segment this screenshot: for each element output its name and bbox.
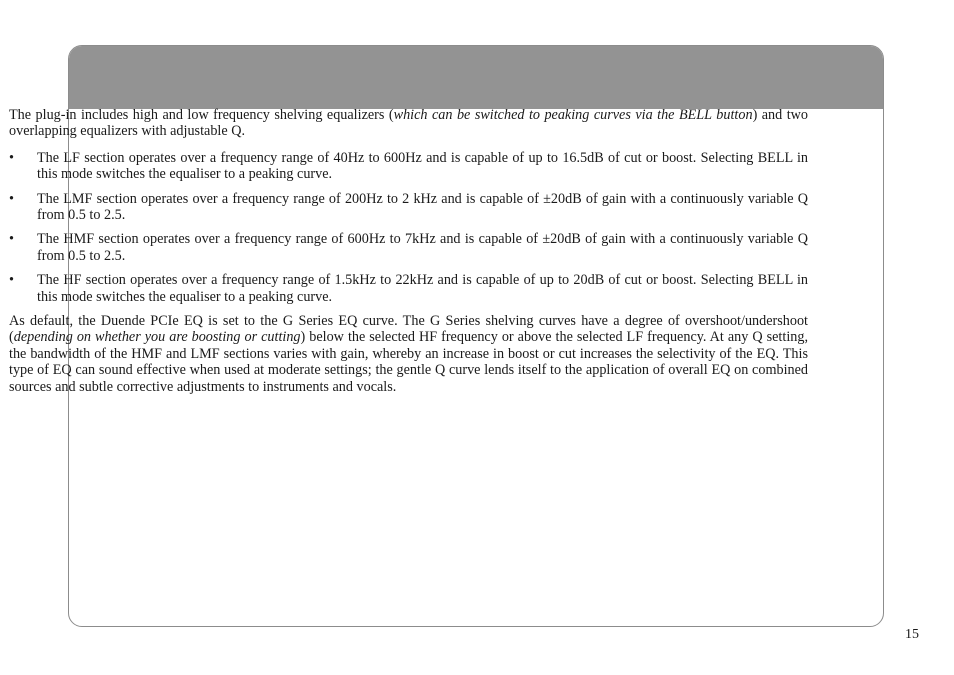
bullet-icon: • — [9, 272, 14, 289]
header-band — [69, 46, 883, 109]
bullet-icon: • — [9, 190, 14, 207]
list-item-text: The HMF section operates over a frequency range of 600Hz to 7kHz and is capable of ±20dB of gain with a continuously variable Q from 0.5 to 2.5. — [37, 231, 808, 264]
intro-italic: which can be switched to peaking curves via the BELL button — [393, 107, 753, 123]
closing-text-1: As default, the Duende PCIe EQ is set to the G Series EQ curve. The G Series shelving curves have a degree of overshoot/undershoot ( — [9, 313, 808, 346]
list-item-hf — [9, 272, 808, 305]
list-item-text: The LMF section operates over a frequency range of 200Hz to 2 kHz and is capable of ±20dB of gain with a continuously variable Q from 0.5 to 2.5. — [37, 190, 808, 224]
page-number: 15 — [905, 627, 919, 642]
intro-paragraph — [9, 107, 808, 140]
bullet-icon: • — [9, 149, 14, 166]
list-item-text: The HF section operates over a frequency range of 1.5kHz to 22kHz and is capable of up to 20dB of cut or boost. Selecting BELL in this mode switches the equaliser to a peaking curve. — [37, 272, 808, 305]
intro-text-2: ) and two overlapping equalizers with adjustable Q. — [9, 107, 809, 140]
list-item-lmf — [9, 191, 808, 224]
bullet-icon: • — [9, 231, 14, 248]
closing-italic: depending on whether you are boosting or cutting — [13, 329, 301, 346]
feature-list — [9, 150, 808, 305]
list-item-lf — [9, 150, 808, 183]
document-body — [9, 107, 808, 395]
closing-text-2: ) below the selected HF frequency or above the selected LF frequency. At any Q setting, the bandwidth of the HMF and LMF sections varies with gain, whereby an increase in boost or cut increases the selectivity of the EQ. This type of EQ can sound effective when used at moderate settings; the gentle Q curve lends itself to the application of overall EQ on combined sources and subtle corrective adjustments to instruments and vocals. — [9, 329, 808, 395]
intro-text-1: The plug-in includes high and low frequency shelving equalizers ( — [9, 107, 394, 123]
closing-paragraph — [9, 313, 808, 395]
list-item-text: The LF section operates over a frequency range of 40Hz to 600Hz and is capable of up to 16.5dB of cut or boost. Selecting BELL in this mode switches the equaliser to a peaking curve. — [37, 149, 808, 183]
list-item-hmf — [9, 231, 808, 264]
